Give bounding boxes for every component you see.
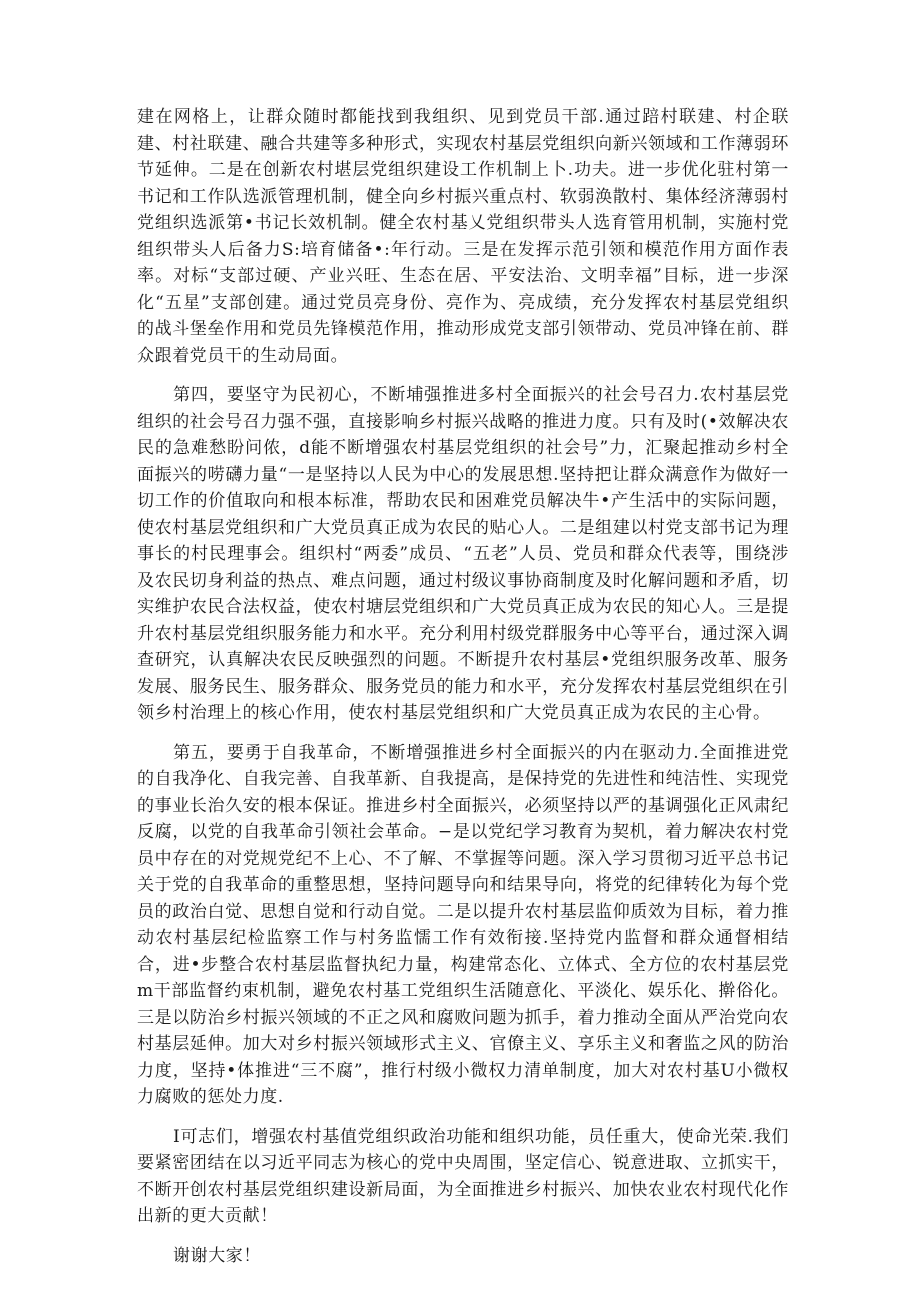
paragraph-4: I可志们，增强农村基值党组织政治功能和组织功能，员任重大，使命光荣.我们要紧密团结在以习近平同志为核心的党中央周围，坚定信心、锐意进取、立抓实干，不断开创农村基层党组织建设新局面，为全面推进乡村振兴、加快农业农村现代化作出新的更大贡献！ <box>137 1126 789 1226</box>
closing-line: 谢谢大家！ <box>173 1245 261 1266</box>
paragraph-1: 建在网格上，让群众随时都能找到我组织、见到党员干部.通过踣村联建、村企联建、村社联建、融合共建等多种形式，实现农村基层党组织向新兴领域和工作薄弱环节延伸。二是在创新农村堪层党组织建设工作机制上卜.功夫。进一步优化驻村第一书记和工作队选派管理机制，健全向乡村振兴重点村、软弱涣散村、集体经济薄弱村党组织选派第•书记长效机制。健全农村基乂党组织带头人选育管用机制，实施村党组织带头人后备力S:培育储备•:年行动。三是在发挥示范引领和模范作用方面作表率。对标“支部过硬、产业兴旺、生态在居、平安法治、文明幸福”目标，进一步深化“五星”支部创建。通过党员亮身份、亮作为、亮成绩，充分发挥农村基层党组织的战斗堡垒作用和党员先锋模范作用，推动形成党支部引领带动、党员冲锋在前、群众跟着党员干的生动局面。 <box>137 107 789 366</box>
paragraph-3: 第五，要勇于自我革命，不断增强推进乡村全面振兴的内在驱动力.全面推进党的自我净化、自我完善、自我革新、自我提高，是保持党的先进性和纯洁性、实现党的事业长治久安的根本保证。推进乡村全面振兴，必须坚持以严的基调强化正风肃纪反腐，以党的自我革命引领社会革命。−是以党纪学习教育为契机，着力解决农村党员中存在的对党规党纪不上心、不了解、不掌握等问题。深入学习贯彻习近平总书记关于党的自我革命的重整思想，坚持问题导向和结果导向，将党的纪律转化为每个党员的政治白觉、思想自觉和行动自觉。二是以提升农村基层监仰质效为目标，着力推动农村基层纪检监察工作与村务监懦工作有效衔接.坚持党内监督和群众通督相结合，进•步整合农村基层监督执纪力量，构建常态化、立体式、全方位的农村基层党m干部监督约束机制，避免农村基工党组织生活随意化、平淡化、娱乐化、擀俗化。三是以防治乡村振兴领域的不正之风和腐败问题为抓手，着力推动全面从严治党向农村基层延伸。加大对乡村振兴领域形式主义、官僚主义、享乐主义和奢监之风的防治力度，坚持•体推进“三不腐”，推行村级小微权力清单制度，加大对农村基U小微权力腐败的惩处力度. <box>137 742 789 1107</box>
document-body <box>137 104 789 1282</box>
paragraph-2: 第四，要坚守为民初心，不断埔强推进多村全面振兴的社会号召力.农村基层党组织的社会号召力强不强，直接影响乡村振兴战略的推进力度。只有及时(•效解决农民的急难愁盼问侬，d能不断增强农村基层党组织的社会号”力，汇聚起推动乡村全面振兴的唠礴力量“一是坚持以人民为中心的发展思想.坚持把让群众满意作为做好一切工作的价值取向和根本标准，帮助农民和困难党员解决牛•产生活中的实际问题，使农村基层党组织和广大党员真正成为农民的贴心人。二是组建以村党支部书记为理事长的村民理事会。组织村“两委”成员、“五老”人员、党员和群众代表等，围绕涉及农民切身利益的热点、难点问题，通过村级议事协商制度及时化解问题和矛盾，切实维护农民合法权益，使农村塘层党组织和广大党员真正成为农民的知心人。三是提升农村基层党组织服务能力和水平。充分利用村级党群服务中心等平台，通过深入调查研究，认真解决农民反映强烈的问题。不断提升农村基层•党组织服务改革、服务发展、服务民生、服务群众、服务党员的能力和水平，充分发挥农村基层党组织在引领乡村治理上的核心作用，使农村基层党组织和广大党员真正成为农民的主心骨。 <box>137 385 789 723</box>
